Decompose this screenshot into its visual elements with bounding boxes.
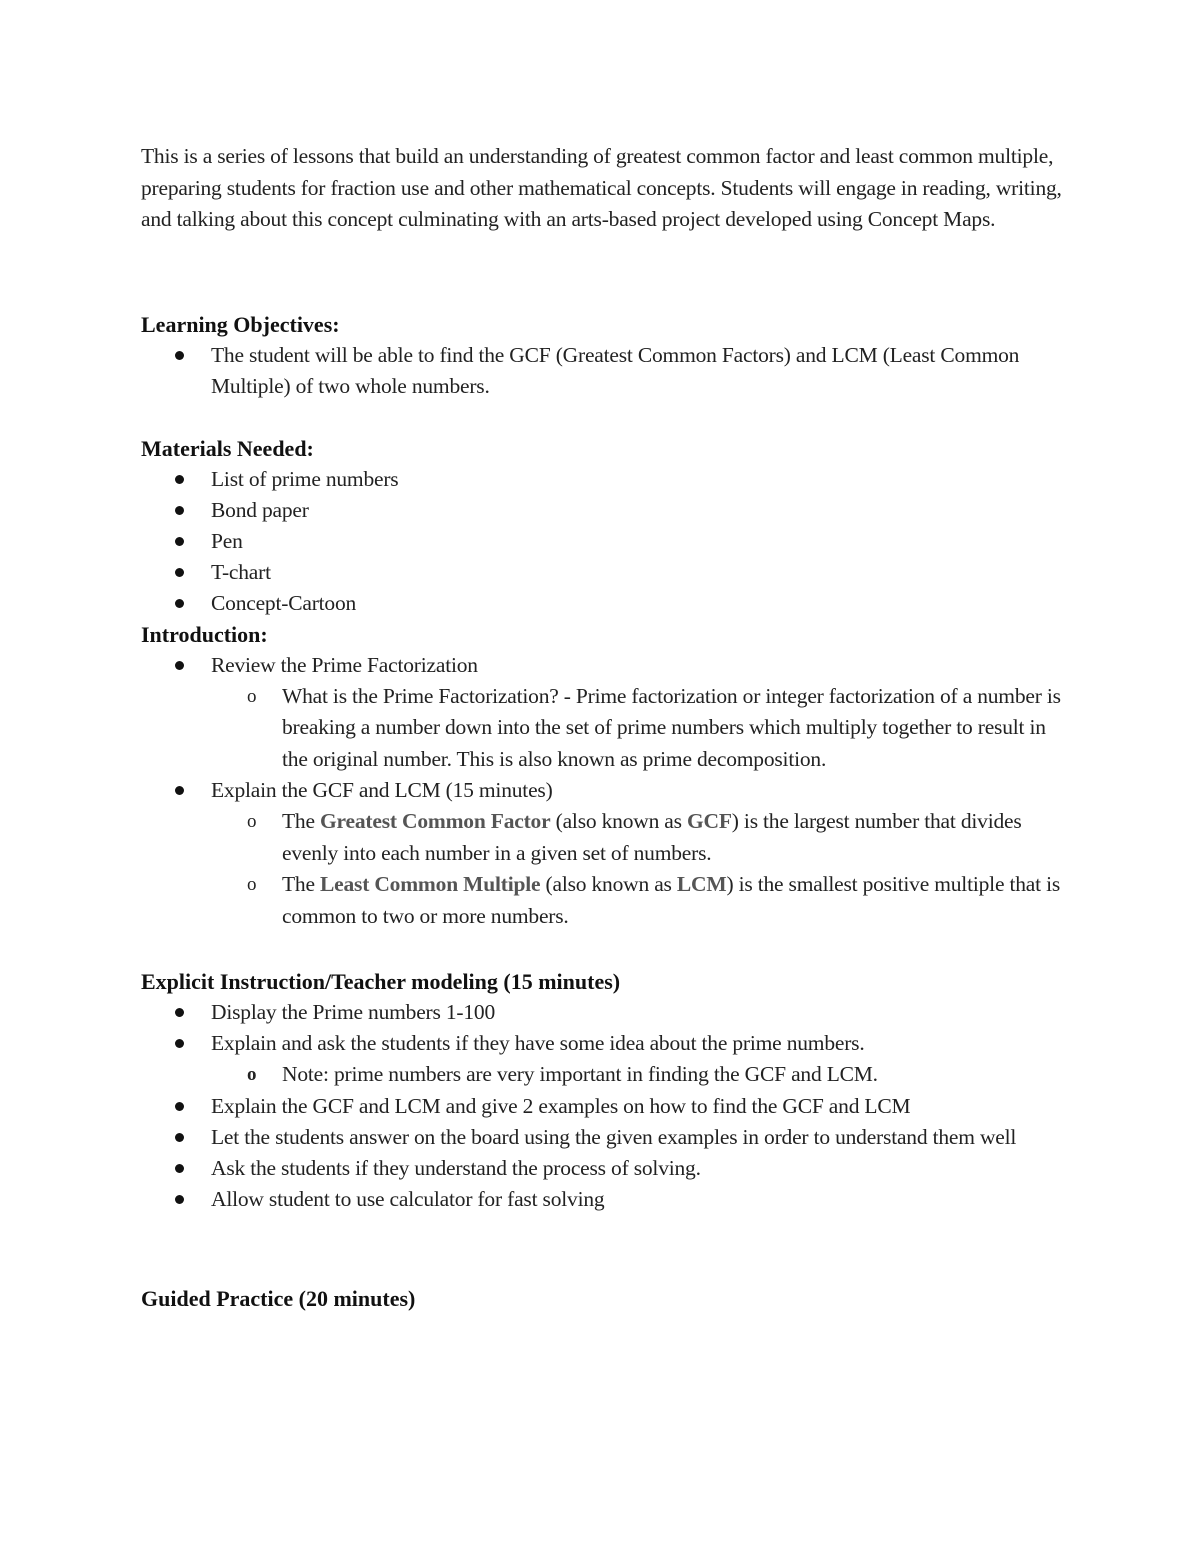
bullet-icon <box>175 1133 184 1142</box>
list-item: T-chart <box>141 557 1071 588</box>
gcf-definition: o The Greatest Common Factor (also known as GCF) is the largest number that divides evenly into each number in a given set of numbers. <box>211 806 1071 869</box>
gcf-lcm-sublist <box>211 806 1071 932</box>
list-item: Explain and ask the students if they have some idea about the prime numbers. <box>141 1028 1071 1059</box>
list-item: Pen <box>141 526 1071 557</box>
bullet-icon <box>175 1164 184 1173</box>
materials-heading: Materials Needed: <box>141 435 314 461</box>
list-item: Display the Prime numbers 1-100 <box>141 997 1071 1028</box>
introduction-sublist <box>211 681 1071 776</box>
list-item: List of prime numbers <box>141 464 1071 495</box>
introduction-list <box>141 650 1071 681</box>
explicit-instruction-heading: Explicit Instruction/Teacher modeling (15 minutes) <box>141 969 621 994</box>
intro-paragraph: This is a series of lessons that build an understanding of greatest common factor and least common multiple, preparing students for fraction use and other mathematical concepts. Students will engage in reading, writing, and talking about this concept culminating with an arts-based project developed using Concept Maps. <box>141 144 1062 231</box>
list-item: Bond paper <box>141 495 1071 526</box>
sub-list-item: o What is the Prime Factorization? - Prime factorization or integer factorization of a number is breaking a number down into the set of prime numbers which multiply together to result in the original number. This is also known as prime decomposition. <box>211 681 1071 776</box>
bullet-icon <box>175 568 184 577</box>
bullet-icon <box>175 506 184 515</box>
bullet-icon <box>175 786 184 795</box>
learning-objectives-heading: Learning Objectives: <box>141 311 340 337</box>
list-item: Allow student to use calculator for fast solving <box>141 1184 1071 1215</box>
document-page <box>141 141 1071 1314</box>
explicit-list-2 <box>141 1091 1071 1215</box>
bullet-icon <box>175 1039 184 1048</box>
guided-practice-heading: Guided Practice (20 minutes) <box>141 1285 416 1311</box>
bullet-icon <box>175 537 184 546</box>
explicit-sublist <box>211 1059 1071 1091</box>
list-item: Explain the GCF and LCM (15 minutes) <box>141 775 1071 806</box>
materials-list <box>141 464 1071 619</box>
list-item: The student will be able to find the GCF (Greatest Common Factors) and LCM (Least Common Multiple) of two whole numbers. <box>141 340 1071 402</box>
learning-objectives-list <box>141 340 1071 402</box>
explicit-list <box>141 997 1071 1059</box>
list-item: Let the students answer on the board using the given examples in order to understand them well <box>141 1122 1071 1153</box>
sub-list-item: o Note: prime numbers are very important in finding the GCF and LCM. <box>211 1059 1071 1091</box>
list-item: Review the Prime Factorization <box>141 650 1071 681</box>
list-item: Explain the GCF and LCM and give 2 examples on how to find the GCF and LCM <box>141 1091 1071 1122</box>
list-item: Concept-Cartoon <box>141 588 1071 619</box>
bullet-icon <box>175 1195 184 1204</box>
introduction-heading: Introduction: <box>141 621 268 647</box>
gcf-term: Greatest Common Factor <box>320 809 551 833</box>
bullet-icon <box>175 475 184 484</box>
hollow-bullet-icon: o <box>247 1064 257 1085</box>
bullet-icon <box>175 1008 184 1017</box>
lcm-term: Least Common Multiple <box>320 872 541 896</box>
lcm-definition: o The Least Common Multiple (also known as LCM) is the smallest positive multiple that is common to two or more numbers. <box>211 869 1071 932</box>
introduction-list-2 <box>141 775 1071 806</box>
bullet-icon <box>175 599 184 608</box>
bullet-icon <box>175 1102 184 1111</box>
hollow-bullet-icon: o <box>247 685 257 707</box>
hollow-bullet-icon: o <box>247 874 257 895</box>
bullet-icon <box>175 661 184 670</box>
bullet-icon <box>175 351 184 360</box>
lcm-abbr: LCM <box>676 872 727 896</box>
hollow-bullet-icon: o <box>247 811 257 832</box>
gcf-abbr: GCF <box>686 809 732 833</box>
list-item: Ask the students if they understand the process of solving. <box>141 1153 1071 1184</box>
